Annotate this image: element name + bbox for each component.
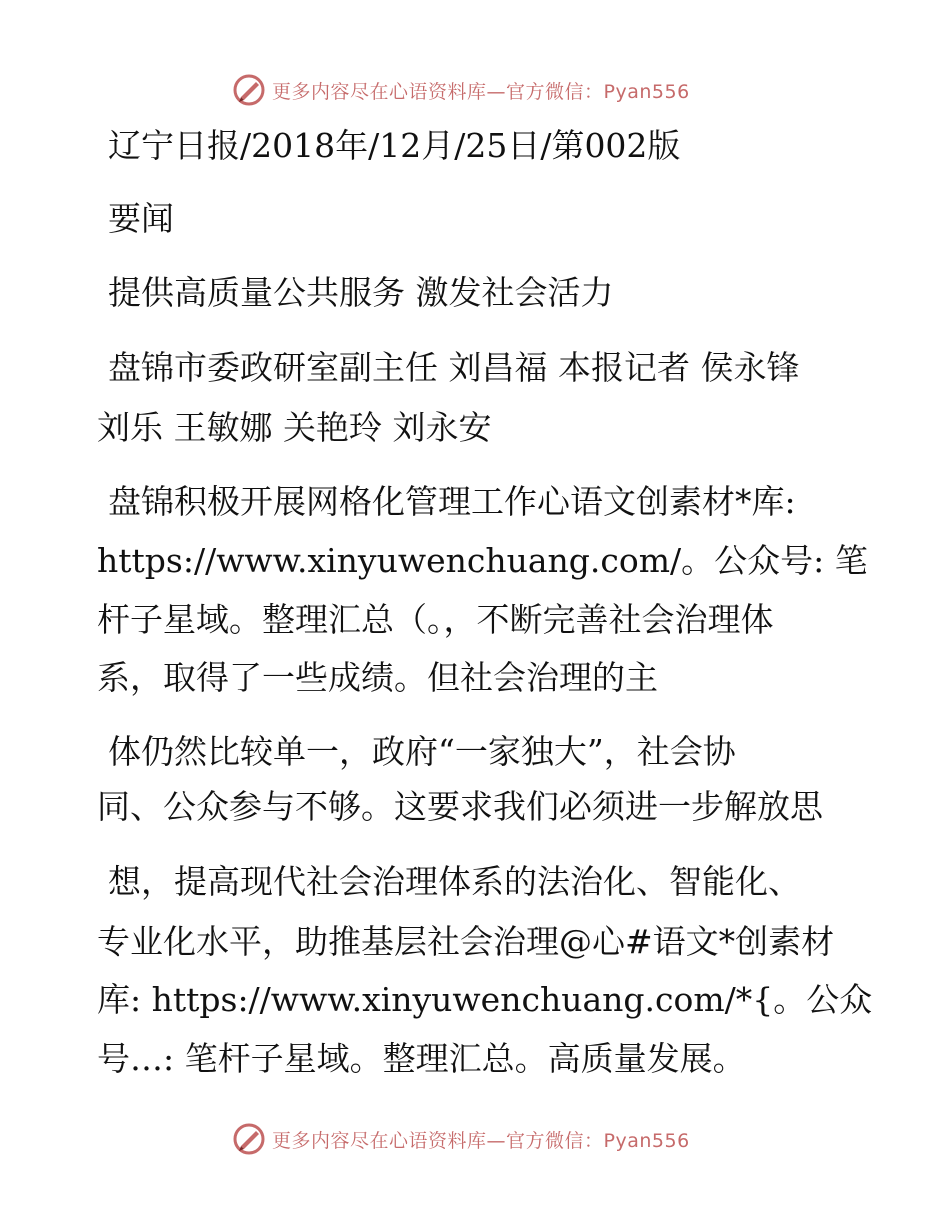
watermark-banner-bottom [232, 1122, 690, 1156]
watermark-banner-top [232, 73, 690, 107]
body-line-1: 盘锦积极开展网格化管理工作心语文创素材*库: [108, 482, 796, 521]
body-line-10: 号…: 笔杆子星域。整理汇总。高质量发展。 [97, 1039, 746, 1078]
body-line-9: 库: https://www.xinyuwenchuang.com/*{。公众 [97, 980, 873, 1019]
pen-logo-icon [232, 1122, 266, 1156]
body-line-2: https://www.xinyuwenchuang.com/。公众号: 笔 [97, 541, 868, 580]
headline: 提供高质量公共服务 激发社会活力 [108, 273, 614, 312]
byline-line-2: 刘乐 王敏娜 关艳玲 刘永安 [97, 408, 492, 447]
body-line-4: 系，取得了一些成绩。但社会治理的主 [97, 658, 658, 697]
dateline: 辽宁日报/2018年/12月/25日/第002版 [108, 126, 681, 165]
watermark-text: 更多内容尽在心语资料库—官方微信：Pyan556 [272, 80, 690, 103]
body-line-7: 想，提高现代社会治理体系的法治化、智能化、 [108, 862, 801, 901]
body-line-8: 专业化水平，助推基层社会治理@心#语文*创素材 [97, 922, 835, 961]
byline-line-1: 盘锦市委政研室副主任 刘昌福 本报记者 侯永锋 [108, 348, 800, 387]
section-label: 要闻 [108, 199, 174, 238]
pen-logo-icon [232, 73, 266, 107]
body-line-6: 同、公众参与不够。这要求我们必须进一步解放思 [97, 787, 823, 826]
watermark-text: 更多内容尽在心语资料库—官方微信：Pyan556 [272, 1129, 690, 1152]
body-line-5: 体仍然比较单一，政府“一家独大”，社会协 [108, 732, 736, 771]
body-line-3: 杆子星域。整理汇总（。，不断完善社会治理体 [97, 600, 774, 639]
